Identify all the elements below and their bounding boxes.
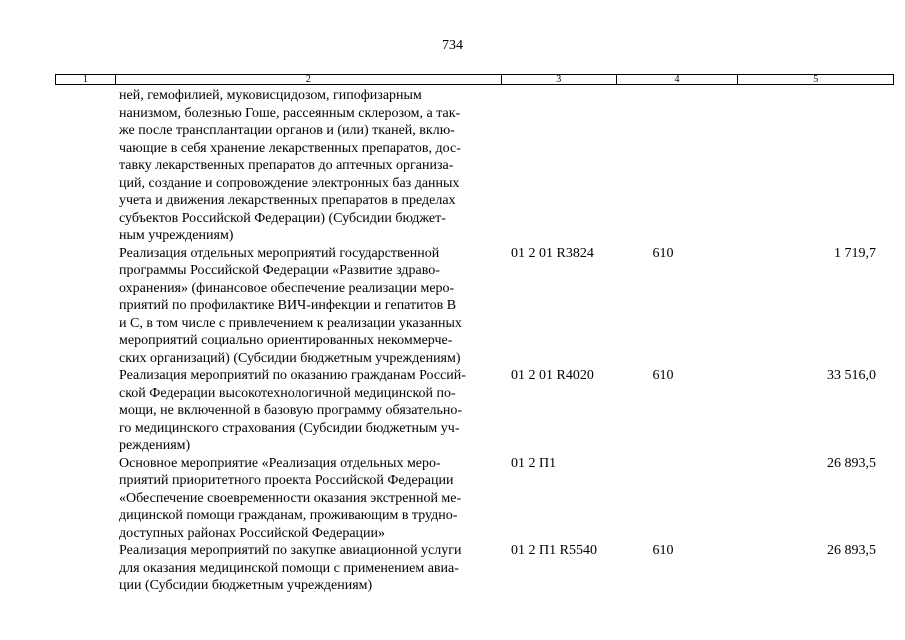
header-col-4: 4 [617,75,739,84]
row-name-cell: Реализация мероприятий по закупке авиационной услуги для оказания медицинской помощи с применением авиа- ции (Субсидии бюджетным учреждениям) [119,543,462,593]
header-col-2: 2 [116,75,502,84]
row-name-cell: Основное мероприятие «Реализация отдельных меро- приятий приоритетного проекта Российской Федерации «Обеспечение своевременности оказания экстренной ме- дицинской помощи гражданам, проживающим в трудно- доступных районах Российской Федерации» [119,455,462,541]
row-number-cell [55,245,115,368]
row-type-cell: 610 [652,543,674,558]
row-number-cell [55,542,115,595]
row-name-cell: ней, гемофилией, муковисцидозом, гипофизарным нанизмом, болезнью Гоше, рассеянным склерозом, а так- же после трансплантации органов и (или) тканей, вклю- чающие в себя хранение лекарственных препаратов, дос- тавку лекарственных препаратов до аптечных организа- ций, создание и сопровождение электронных баз данных учета и движения лекарственных препаратов в пределах субъектов Российской Федерации) (Субсидии бюджет- ным учреждениям) [119,88,461,243]
table-row [55,455,894,543]
row-number-cell [55,367,115,455]
row-type-cell: 610 [652,245,674,261]
row-code-cell: 01 2 П1 R5540 [511,543,597,558]
row-amount-cell: 33 516,0 [827,368,876,383]
table-row [55,245,894,368]
row-amount-cell: 1 719,7 [834,245,876,261]
header-col-1: 1 [56,75,116,84]
row-code-cell: 01 2 01 R4020 [511,368,594,383]
row-type-cell [617,87,739,245]
row-type-cell [617,455,739,543]
row-number-cell [55,87,115,245]
table-header-row [55,74,894,85]
header-col-5: 5 [813,74,819,85]
row-name-cell: Реализация отдельных мероприятий государственной программы Российской Федерации «Развитие здраво- охранения» (финансовое обеспечение реализации меро- приятий по профилактике ВИЧ-инфекции и гепатитов В и С, в том числе с привлечением к реализации указанных мероприятий социально ориентированных некоммерче- ских организаций) (Субсидии бюджетным учреждениям) [119,245,462,366]
table-body [55,87,894,595]
row-amount-cell: 26 893,5 [827,543,876,558]
row-amount-cell [739,87,894,245]
page-number: 734 [442,38,463,53]
row-name-cell: Реализация мероприятий по оказанию гражданам Россий- ской Федерации высокотехнологичной медицинской по- мощи, не включенной в базовую программу обязательно- го медицинского страхования (Субсидии бюджетным уч- реждениям) [119,368,466,453]
row-code-cell: 01 2 П1 [511,455,557,471]
table-row [55,542,894,595]
row-amount-cell: 26 893,5 [827,455,876,471]
table-row [55,87,894,245]
row-code-cell [502,87,617,245]
header-col-3: 3 [502,75,617,84]
table-row [55,367,894,455]
row-number-cell [55,455,115,543]
row-type-cell: 610 [652,368,674,383]
row-code-cell: 01 2 01 R3824 [511,245,594,261]
